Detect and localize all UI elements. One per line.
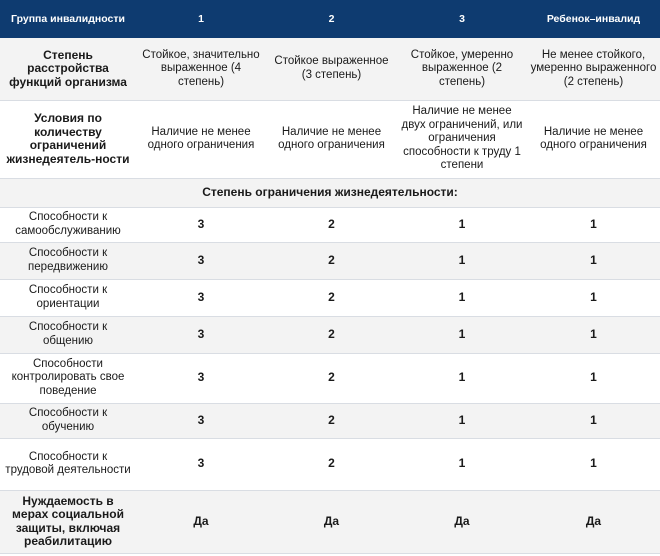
row-label: Способности к передвижению [0,242,136,279]
header-group-1: 1 [136,0,266,38]
cell-g2: Стойкое выраженное (3 степень) [266,38,397,100]
cell-g1: 3 [136,207,266,242]
row-disorder [0,38,660,100]
cell-g3: 1 [397,438,527,490]
cell-g2: 2 [266,353,397,403]
cell-g1: 3 [136,279,266,316]
cell-child: 1 [527,316,660,353]
row-conditions [0,100,660,178]
table-row [0,353,660,403]
row-label: Способности к самообслуживанию [0,207,136,242]
cell-child: 1 [527,353,660,403]
header-group-3: 3 [397,0,527,38]
table-header-row [0,0,660,38]
header-group-2: 2 [266,0,397,38]
cell-g1: 3 [136,242,266,279]
cell-child: Наличие не менее одного ограничения [527,100,660,178]
cell-g1: Наличие не менее одного ограничения [136,100,266,178]
table-row [0,207,660,242]
cell-g1: 3 [136,316,266,353]
row-label: Способности контролировать свое поведение [0,353,136,403]
section-title: Степень ограничения жизнедеятельности: [0,178,660,207]
cell-child: Не менее стойкого, умеренно выраженного (2 степень) [527,38,660,100]
cell-g2: 2 [266,316,397,353]
table-row [0,242,660,279]
table-row [0,438,660,490]
cell-g3: 1 [397,242,527,279]
cell-g3: 1 [397,207,527,242]
cell-g2: 2 [266,242,397,279]
cell-g3: 1 [397,403,527,438]
cell-g3: 1 [397,353,527,403]
cell-g3: 1 [397,316,527,353]
row-label: Способности к трудовой деятельности [0,438,136,490]
cell-g2: 2 [266,279,397,316]
cell-g2: Да [266,490,397,553]
cell-g3: Стойкое, умеренно выраженное (2 степень) [397,38,527,100]
row-label: Способности к обучению [0,403,136,438]
row-label: Способности к ориентации [0,279,136,316]
cell-g2: 2 [266,403,397,438]
row-label: Условия по количеству ограничений жизнедеятель-ности [0,100,136,178]
cell-g2: Наличие не менее одного ограничения [266,100,397,178]
cell-g1: 3 [136,403,266,438]
cell-g1: 3 [136,438,266,490]
cell-child: 1 [527,403,660,438]
cell-child: 1 [527,279,660,316]
row-social-protection [0,490,660,553]
cell-g3: 1 [397,279,527,316]
cell-g2: 2 [266,207,397,242]
row-section [0,178,660,207]
cell-g1: Стойкое, значительно выраженное (4 степень) [136,38,266,100]
cell-child: 1 [527,207,660,242]
row-label: Степень расстройства функций организма [0,38,136,100]
cell-g3: Наличие не менее двух ограничений, или ограничения способности к труду 1 степени [397,100,527,178]
cell-g1: Да [136,490,266,553]
cell-g2: 2 [266,438,397,490]
table-row [0,279,660,316]
cell-child: 1 [527,242,660,279]
cell-child: 1 [527,438,660,490]
cell-g1: 3 [136,353,266,403]
table-row [0,403,660,438]
cell-child: Да [527,490,660,553]
header-group: Группа инвалидности [0,0,136,38]
header-child: Ребенок–инвалид [527,0,660,38]
row-label: Способности к общению [0,316,136,353]
table-row [0,316,660,353]
cell-g3: Да [397,490,527,553]
row-label: Нуждаемость в мерах социальной защиты, включая реабилитацию [0,490,136,553]
